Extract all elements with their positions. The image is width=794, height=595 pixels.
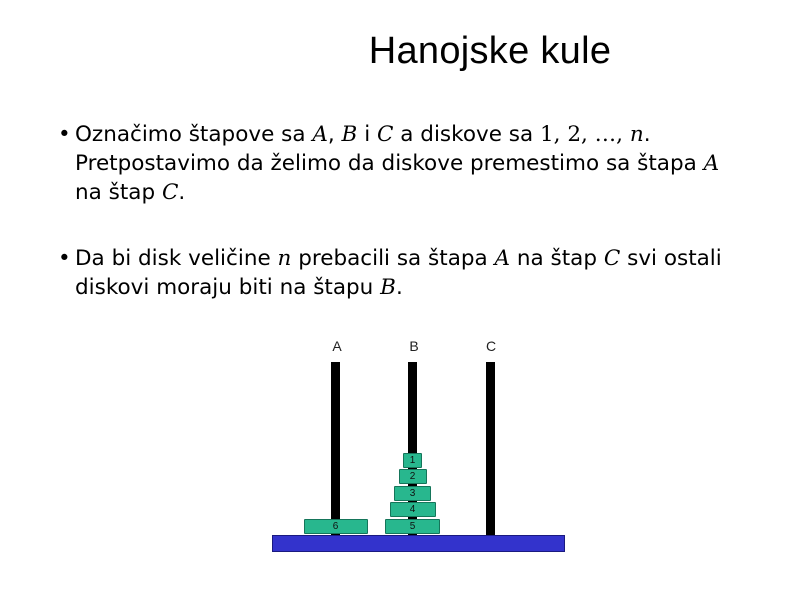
text-run: prebacili sa štapa <box>291 246 495 271</box>
text-run: svi ostali diskovi moraju biti na štapu <box>75 246 722 300</box>
math-variable: n <box>277 246 292 271</box>
math-sequence: 1, 2, …, <box>539 122 630 147</box>
math-variable: B <box>341 122 358 147</box>
slide-title: Hanojske kule <box>368 30 612 72</box>
peg-c[interactable] <box>486 362 495 536</box>
bullet-marker: • <box>58 122 71 147</box>
bullet-item-1 <box>58 120 748 207</box>
disk-1[interactable]: 1 <box>403 453 422 468</box>
peg-label-b: B <box>409 338 419 354</box>
text-run: Da bi disk veličine <box>75 246 278 271</box>
math-variable: C <box>603 246 621 271</box>
tower-base <box>272 535 565 552</box>
text-run: . <box>395 275 403 300</box>
disk-4[interactable]: 4 <box>390 502 436 517</box>
peg-label-c: C <box>485 338 497 354</box>
math-variable: A <box>703 151 720 176</box>
peg-a[interactable] <box>331 362 340 536</box>
text-run: . Pretpostavimo da želimo da diskove premestimo sa štapa <box>75 122 704 176</box>
math-variable: A <box>312 122 328 147</box>
text-run: Označimo štapove sa <box>75 122 313 147</box>
bullet-text-1 <box>75 120 748 207</box>
bullet-marker: • <box>58 246 71 271</box>
peg-label-a: A <box>332 338 342 354</box>
disk-5[interactable]: 5 <box>385 519 440 534</box>
math-variable: C <box>161 180 179 205</box>
text-run: , <box>327 122 342 147</box>
math-variable: A <box>494 246 511 271</box>
disk-2[interactable]: 2 <box>399 469 427 484</box>
math-variable: B <box>380 275 396 300</box>
math-variable: n <box>629 122 644 147</box>
math-variable: C <box>377 122 394 147</box>
disk-6[interactable]: 6 <box>304 519 368 534</box>
bullet-text-2 <box>75 244 748 302</box>
disk-3[interactable]: 3 <box>394 486 431 501</box>
bullet-item-2 <box>58 244 748 302</box>
text-run: i <box>357 122 378 147</box>
text-run: . <box>178 180 186 205</box>
text-run: na štap <box>75 180 162 205</box>
text-run: a diskove sa <box>393 122 540 147</box>
text-run: na štap <box>510 246 604 271</box>
